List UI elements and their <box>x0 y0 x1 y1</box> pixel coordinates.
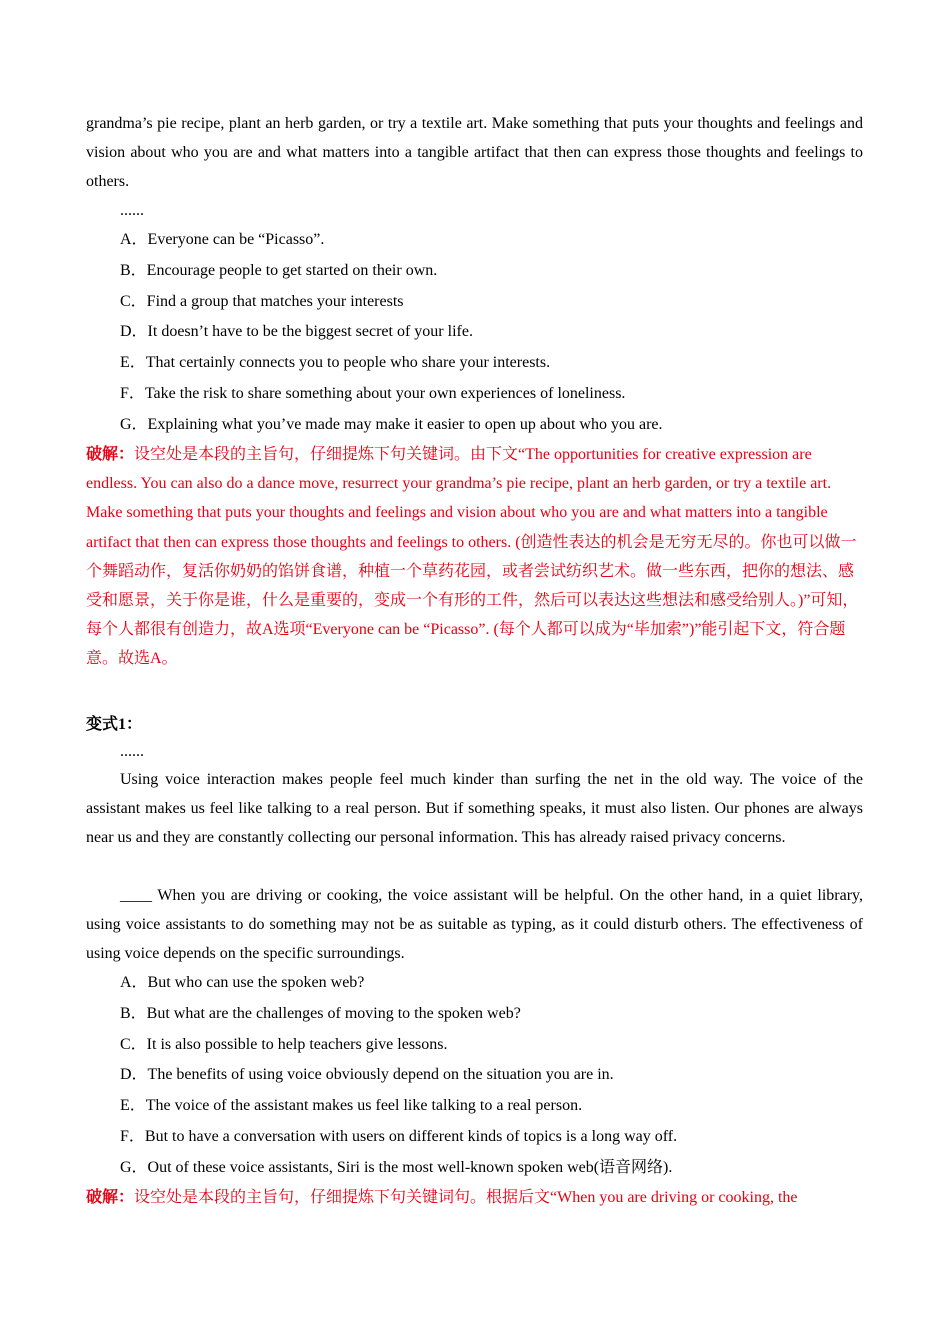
option-e: E．The voice of the assistant makes us feel like talking to a real person. <box>120 1097 583 1114</box>
option-d: D．The benefits of using voice obviously depend on the situation you are in. <box>120 1066 614 1083</box>
passage-paragraph-with-blank: ____ When you are driving or cooking, the voice assistant will be helpful. On the other hand, in a quiet library, using voice assistants to do something may not be as suitable as typing, as it could disturb others. The effectiveness of using voice depends on the specific surroundings. <box>86 887 863 962</box>
analysis-text: 设空处是本段的主旨句，仔细提炼下句关键词句。根据后文“When you are driving or cooking, the <box>134 1189 798 1206</box>
option-b: B．Encourage people to get started on their own. <box>120 262 438 279</box>
option-d: D．It doesn’t have to be the biggest secret of your life. <box>120 323 473 340</box>
analysis-label: 破解： <box>86 446 135 463</box>
option-g: G．Explaining what you’ve made may make it easier to open up about who you are. <box>120 416 663 433</box>
ellipsis: ...... <box>120 202 144 219</box>
analysis-block <box>86 440 866 674</box>
option-f: F．Take the risk to share something about your own experiences of loneliness. <box>120 385 626 402</box>
option-f: F．But to have a conversation with users on different kinds of topics is a long way off. <box>120 1128 678 1145</box>
analysis-block <box>86 1183 866 1212</box>
option-a: A．But who can use the spoken web? <box>120 974 365 991</box>
passage-paragraph: grandma’s pie recipe, plant an herb garden, or try a textile art. Make something that puts your thoughts and feelings and vision about who you are and what matters into a tangible artifact that then can express those thoughts and feelings to others. <box>86 115 863 190</box>
option-b: B．But what are the challenges of moving to the spoken web? <box>120 1005 521 1022</box>
option-a: A．Everyone can be “Picasso”. <box>120 231 325 248</box>
analysis-label: 破解： <box>86 1189 135 1206</box>
option-g: G．Out of these voice assistants, Siri is the most well-known spoken web(语音网络). <box>120 1159 673 1176</box>
option-e: E．That certainly connects you to people who share your interests. <box>120 354 551 371</box>
passage-paragraph: Using voice interaction makes people feel much kinder than surfing the net in the old way. The voice of the assistant makes us feel like talking to a real person. But if something speaks, it must also listen. Our phones are always near us and they are constantly collecting our personal information. This has already raised privacy concerns. <box>86 771 863 846</box>
option-c: C．Find a group that matches your interests <box>120 293 404 310</box>
ellipsis: ...... <box>120 743 144 760</box>
option-c: C．It is also possible to help teachers give lessons. <box>120 1036 448 1053</box>
analysis-text: 设空处是本段的主旨句，仔细提炼下句关键词。由下文“The opportunities for creative expression are endless. You can also do a dance move, resurrect your grandma’s pie recipe, plant an herb garden, or try a textile art. Make something that puts your thoughts and feelings and vision about who you are and what matters into a tangible artifact that then can express those thoughts and feelings to others. (创造性表达的机会是无穷无尽的。你也可以做一个舞蹈动作，复活你奶奶的馅饼食谱，种植一个草药花园，或者尝试纺织艺术。做一些东西，把你的想法、感受和愿景，关于你是谁，什么是重要的，变成一个有形的工件，然后可以表达这些想法和感受给别人。)”可知，每个人都很有创造力，故A选项“Everyone can be “Picasso”. (每个人都可以成为“毕加索”)”能引起下文，符合题意。故选A。 <box>86 446 859 668</box>
variant-heading: 变式1： <box>86 716 143 733</box>
